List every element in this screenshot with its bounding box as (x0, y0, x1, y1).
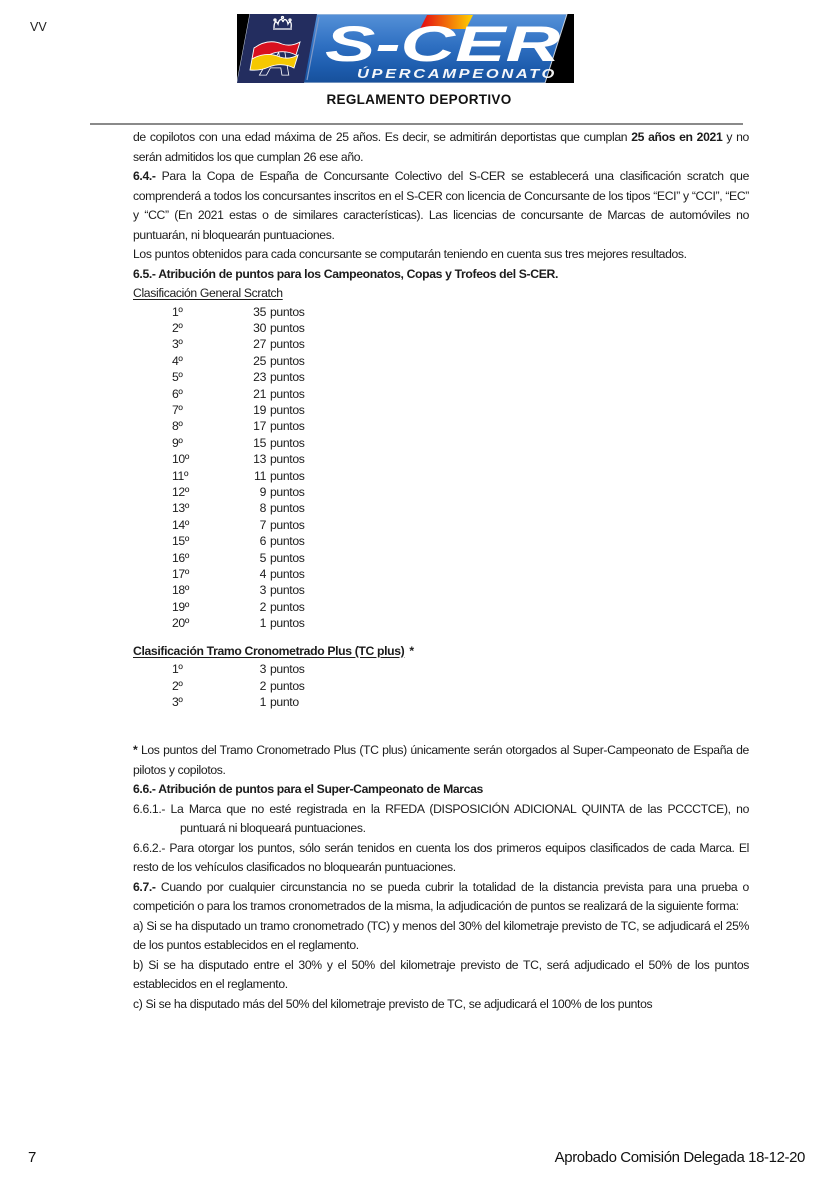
table-row (172, 694, 749, 710)
points-unit: puntos (270, 435, 305, 450)
position: 7º (172, 402, 183, 417)
heading-6-5: 6.5.- Atribución de puntos para los Campeonatos, Copas y Trofeos del S-CER. (133, 266, 558, 281)
points-unit: puntos (270, 599, 305, 614)
header-divider (90, 123, 743, 125)
points-value: 17 (253, 419, 266, 434)
heading-6-6: 6.6.- Atribución de puntos para el Super-Campeonato de Marcas (133, 782, 483, 797)
document-title: REGLAMENTO DEPORTIVO (326, 92, 512, 107)
points-unit: puntos (270, 550, 305, 565)
logo-subtitle-text: ÚPERCAMPEONATO (357, 67, 509, 81)
position: 5º (172, 370, 183, 385)
paragraph-points-rule: Los puntos obtenidos para cada concursante se computarán teniendo en cuenta sus tres mejores resultados. (133, 247, 687, 261)
position: 3º (172, 337, 183, 352)
table-row (172, 517, 749, 533)
table-row (172, 320, 749, 336)
table-row (172, 468, 749, 484)
tcplus-table-title (133, 642, 749, 662)
points-unit: puntos (270, 678, 305, 693)
position: 12º (172, 484, 189, 499)
label-6-7: 6.7.- (133, 879, 156, 894)
position: 14º (172, 517, 189, 532)
points-unit: puntos (270, 583, 305, 598)
points-unit: puntos (270, 402, 305, 417)
paragraph-6-6-2: 6.6.2.- Para otorgar los puntos, sólo serán tenidos en cuenta los dos primeros equipos clasificados de cada Marca. El resto de los vehículos clasificados no bloquearán puntuaciones. (133, 840, 749, 875)
points-unit: puntos (270, 370, 305, 385)
points-value: 3 (259, 583, 266, 598)
list-item-c: c) Si se ha disputado más del 50% del kilometraje previsto de TC, se adjudicará el 100% de los puntos (133, 996, 653, 1011)
table-row (172, 386, 749, 402)
tcplus-table (172, 661, 749, 710)
table-row (172, 451, 749, 467)
points-unit: puntos (270, 567, 305, 581)
scer-logo (237, 14, 574, 83)
position: 6º (172, 386, 183, 401)
position: 13º (172, 501, 189, 516)
points-unit: puntos (270, 452, 305, 467)
points-value: 8 (259, 501, 266, 516)
page-number: 7 (28, 1149, 37, 1166)
table-row (172, 369, 749, 385)
points-unit: puntos (270, 468, 305, 483)
position: 11º (172, 468, 189, 483)
position: 4º (172, 353, 183, 368)
table-row (172, 615, 749, 631)
logo-brand-text: S-CER (325, 16, 560, 72)
position: 1º (172, 304, 183, 319)
points-value: 30 (253, 320, 266, 335)
document-body (133, 128, 749, 1014)
list-item-b: b) Si se ha disputado entre el 30% y el 50% del kilometraje previsto de TC, será adjudicado el 50% de los puntos establecidos en el reglamento. (133, 957, 749, 992)
table-row (172, 566, 749, 582)
table-row (172, 336, 749, 352)
paragraph-6-6-1: 6.6.1.- La Marca que no esté registrada en la RFEDA (DISPOSICIÓN ADICIONAL QUINTA de las PCCCTCE), no puntuará ni bloqueará puntuaciones. (133, 801, 749, 836)
scratch-table-title (133, 284, 749, 304)
scratch-table (172, 304, 749, 632)
position: 16º (172, 550, 189, 565)
page-corner-mark: VV (30, 20, 47, 34)
table-row (172, 402, 749, 418)
table-row (172, 353, 749, 369)
points-unit: puntos (270, 320, 305, 335)
points-value: 21 (253, 386, 266, 401)
points-value: 1 (259, 616, 266, 631)
paragraph-intro (133, 128, 749, 167)
intro-bold: 25 años en 2021 (631, 130, 723, 144)
position: 17º (172, 567, 189, 581)
table-row (172, 550, 749, 566)
points-unit: puntos (270, 353, 305, 368)
position: 15º (172, 534, 189, 549)
points-value: 19 (253, 402, 266, 417)
points-unit: puntos (270, 386, 305, 401)
intro-post: y no serán admitidos los que cumplan 26 ese año. (133, 130, 749, 164)
points-unit: puntos (270, 616, 305, 631)
text-6-4: Para la Copa de España de Concursante Colectivo del S-CER se establecerá una clasificación scratch que comprenderá a todos los concursantes inscritos en el S-CER con licencia de Concursante de los tipos “ECI” y “CCI”, “EC” y “CC” (En 2021 estas o de similares características). Las licencias de concursante de Marcas de automóviles no puntuarán, ni bloquearán puntuaciones. (133, 169, 749, 242)
paragraph-6-4 (133, 167, 749, 245)
points-unit: puntos (270, 337, 305, 352)
points-value: 6 (259, 534, 266, 549)
footnote-tcplus (133, 741, 749, 780)
points-value: 5 (259, 550, 266, 565)
points-value: 9 (259, 484, 266, 499)
points-unit: puntos (270, 517, 305, 532)
table-row (172, 484, 749, 500)
points-unit: puntos (270, 501, 305, 516)
points-value: 15 (253, 435, 266, 450)
paragraph-6-7 (133, 878, 749, 917)
points-unit: puntos (270, 419, 305, 434)
table-row (172, 304, 749, 320)
points-value: 2 (259, 678, 266, 693)
position: 20º (172, 616, 189, 631)
footnote-text: Los puntos del Tramo Cronometrado Plus (TC plus) únicamente serán otorgados al Super-Campeonato de España de pilotos y copilotos. (133, 743, 749, 777)
position: 9º (172, 435, 183, 450)
table-row (172, 661, 749, 677)
points-value: 4 (259, 567, 266, 581)
approval-note: Aprobado Comisión Delegada 18-12-20 (554, 1149, 805, 1166)
points-unit: punto (270, 694, 299, 709)
list-item-a: a) Si se ha disputado un tramo cronometrado (TC) y menos del 30% del kilometraje previsto de TC, se adjudicará el 25% de los puntos establecidos en el reglamento. (133, 918, 749, 953)
points-value: 25 (253, 353, 266, 368)
label-6-4: 6.4.- (133, 169, 156, 183)
tcplus-title-asterisk: * (409, 643, 414, 658)
points-value: 23 (253, 370, 266, 385)
points-value: 2 (259, 599, 266, 614)
points-value: 1 (259, 694, 266, 709)
scer-logo-art (237, 14, 574, 83)
points-value: 7 (259, 517, 266, 532)
table-row (172, 500, 749, 516)
position: 1º (172, 662, 183, 677)
points-value: 13 (253, 452, 266, 467)
table-row (172, 533, 749, 549)
table-row (172, 418, 749, 434)
footnote-asterisk: * (133, 743, 138, 758)
tcplus-title-text: Clasificación Tramo Cronometrado Plus (TC plus) (133, 643, 405, 658)
table-row (172, 582, 749, 598)
text-6-7: Cuando por cualquier circunstancia no se pueda cubrir la totalidad de la distancia prevista para una prueba o competición o para los tramos cronometrados de la misma, la adjudicación de puntos se realizará de la siguiente forma: (133, 879, 749, 914)
points-value: 35 (253, 304, 266, 319)
table-row (172, 599, 749, 615)
intro-pre: de copilotos con una edad máxima de 25 años. Es decir, se admitirán deportistas que cumplan (133, 130, 632, 144)
points-unit: puntos (270, 304, 305, 319)
position: 2º (172, 320, 183, 335)
position: 8º (172, 419, 183, 434)
scratch-title-text: Clasificación General Scratch (133, 286, 283, 300)
points-unit: puntos (270, 484, 305, 499)
points-value: 11 (254, 468, 266, 483)
points-value: 27 (253, 337, 266, 352)
position: 3º (172, 694, 183, 709)
position: 2º (172, 678, 183, 693)
table-row (172, 678, 749, 694)
points-unit: puntos (270, 534, 305, 549)
position: 18º (172, 583, 189, 598)
points-value: 3 (259, 662, 266, 677)
position: 10º (172, 452, 189, 467)
position: 19º (172, 599, 189, 614)
table-row (172, 435, 749, 451)
points-unit: puntos (270, 662, 305, 677)
